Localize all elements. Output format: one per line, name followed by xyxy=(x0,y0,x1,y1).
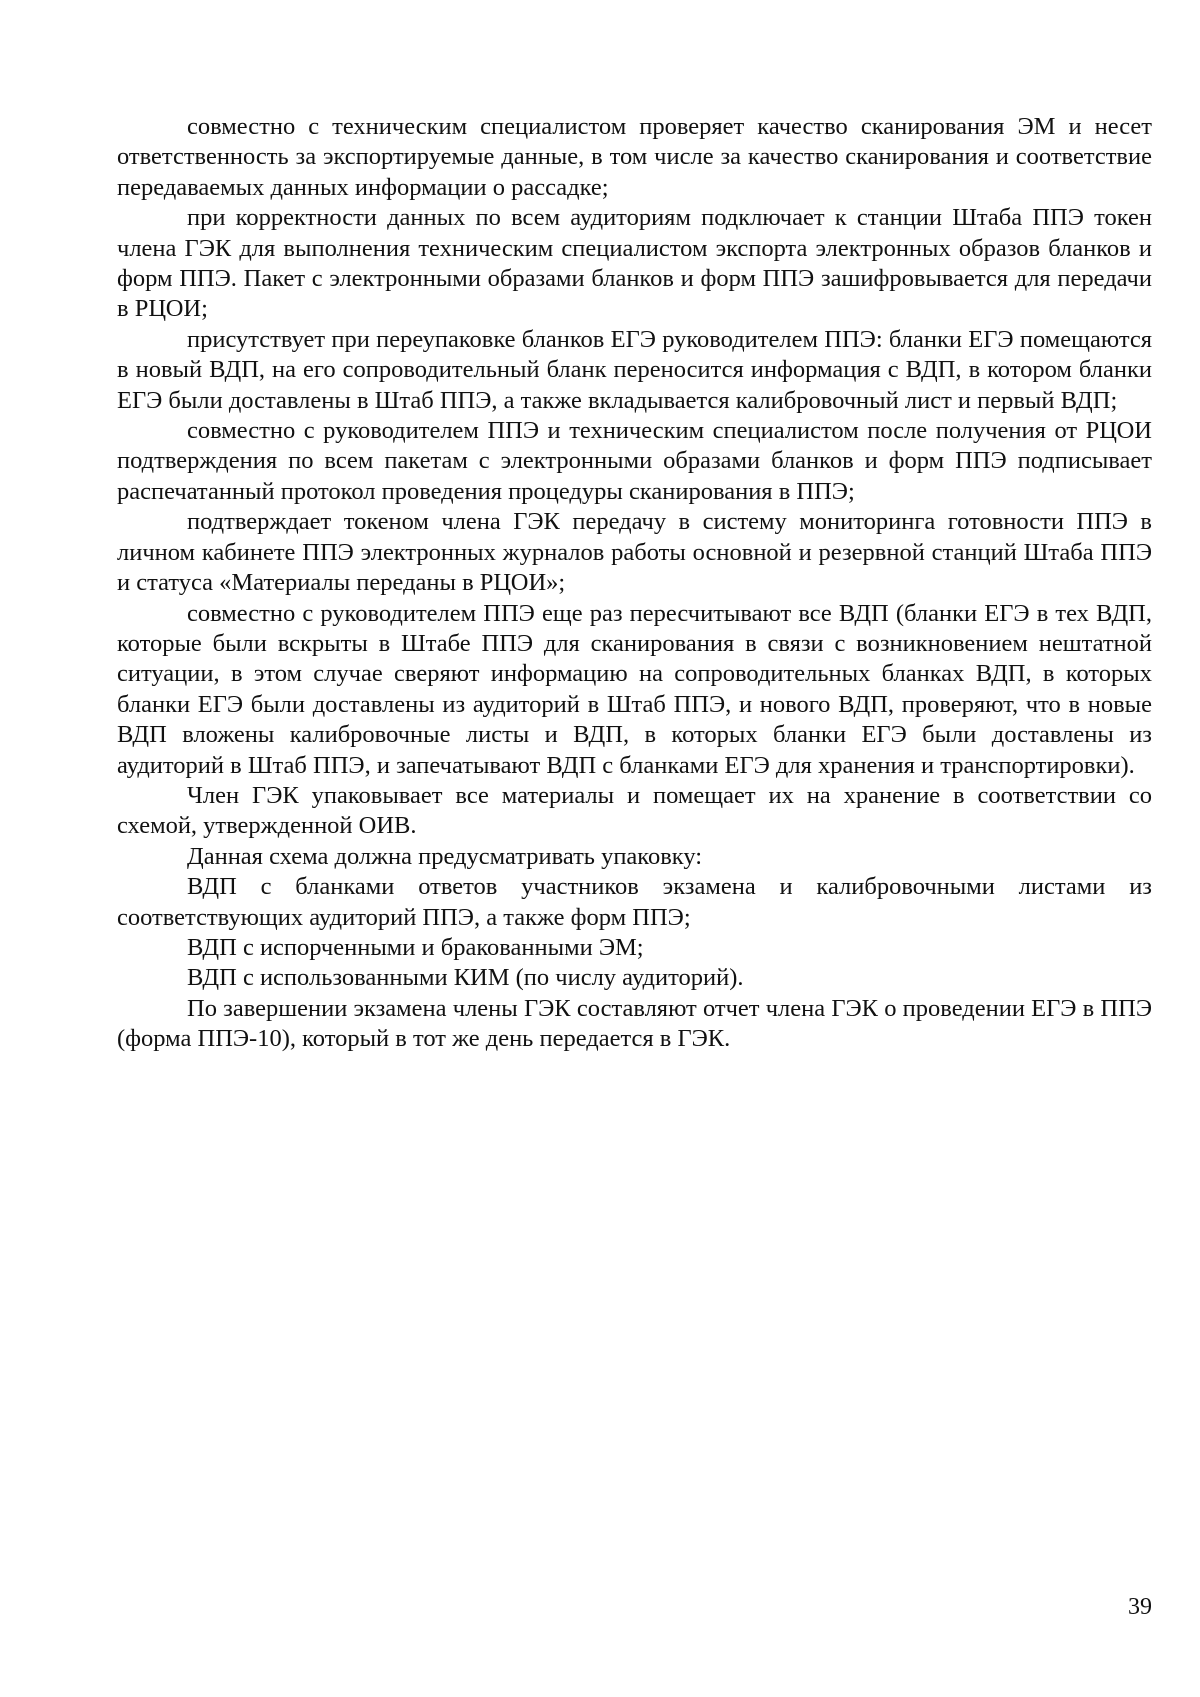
paragraph: совместно с руководителем ППЭ еще раз пересчитывают все ВДП (бланки ЕГЭ в тех ВДП, которые были вскрыты в Штабе ППЭ для сканирования в связи с возникновением нештатной ситуации, в этом случае сверяют информацию на сопроводительных бланках ВДП, в которых бланки ЕГЭ были доставлены из аудиторий в Штаб ППЭ, и нового ВДП, проверяют, что в новые ВДП вложены калибровочные листы и ВДП, в которых бланки ЕГЭ были доставлены из аудиторий в Штаб ППЭ, и запечатывают ВДП с бланками ЕГЭ для хранения и транспортировки). xyxy=(117,599,1152,779)
paragraph: при корректности данных по всем аудиториям подключает к станции Штаба ППЭ токен члена ГЭК для выполнения техническим специалистом экспорта электронных образов бланков и форм ППЭ. Пакет с электронными образами бланков и форм ППЭ зашифровывается для передачи в РЦОИ; xyxy=(117,204,1152,323)
page-number: 39 xyxy=(1128,1594,1152,1620)
paragraph: совместно с руководителем ППЭ и техническим специалистом после получения от РЦОИ подтверждения по всем пакетам с электронными образами бланков и форм ППЭ подписывает распечатанный протокол проведения процедуры сканирования в ППЭ; xyxy=(117,417,1152,505)
paragraph: присутствует при переупаковке бланков ЕГЭ руководителем ППЭ: бланки ЕГЭ помещаются в новый ВДП, на его сопроводительный бланк переносится информация с ВДП, в котором бланки ЕГЭ были доставлены в Штаб ППЭ, а также вкладывается калибровочный лист и первый ВДП; xyxy=(117,325,1152,414)
paragraph: ВДП с бланками ответов участников экзамена и калибровочными листами из соответствующих аудиторий ППЭ, а также форм ППЭ; xyxy=(117,873,1152,931)
paragraph: совместно с техническим специалистом проверяет качество сканирования ЭМ и несет ответственность за экспортируемые данные, в том числе за качество сканирования и соответствие передаваемых данных информации о рассадке; xyxy=(117,113,1152,201)
paragraph: подтверждает токеном члена ГЭК передачу в систему мониторинга готовности ППЭ в личном кабинете ППЭ электронных журналов работы основной и резервной станций Штаба ППЭ и статуса «Материалы переданы в РЦОИ»; xyxy=(117,508,1152,597)
paragraph: ВДП с использованными КИМ (по числу аудиторий). xyxy=(187,964,744,992)
paragraph: ВДП с испорченными и бракованными ЭМ; xyxy=(187,933,644,961)
paragraph: Член ГЭК упаковывает все материалы и помещает их на хранение в соответствии со схемой, утвержденной ОИВ. xyxy=(117,781,1152,840)
paragraph: Данная схема должна предусматривать упаковку: xyxy=(187,842,703,870)
body-text xyxy=(117,112,1152,1055)
paragraph: По завершении экзамена члены ГЭК составляют отчет члена ГЭК о проведении ЕГЭ в ППЭ (форма ППЭ-10), который в тот же день передается в ГЭК. xyxy=(117,994,1152,1053)
